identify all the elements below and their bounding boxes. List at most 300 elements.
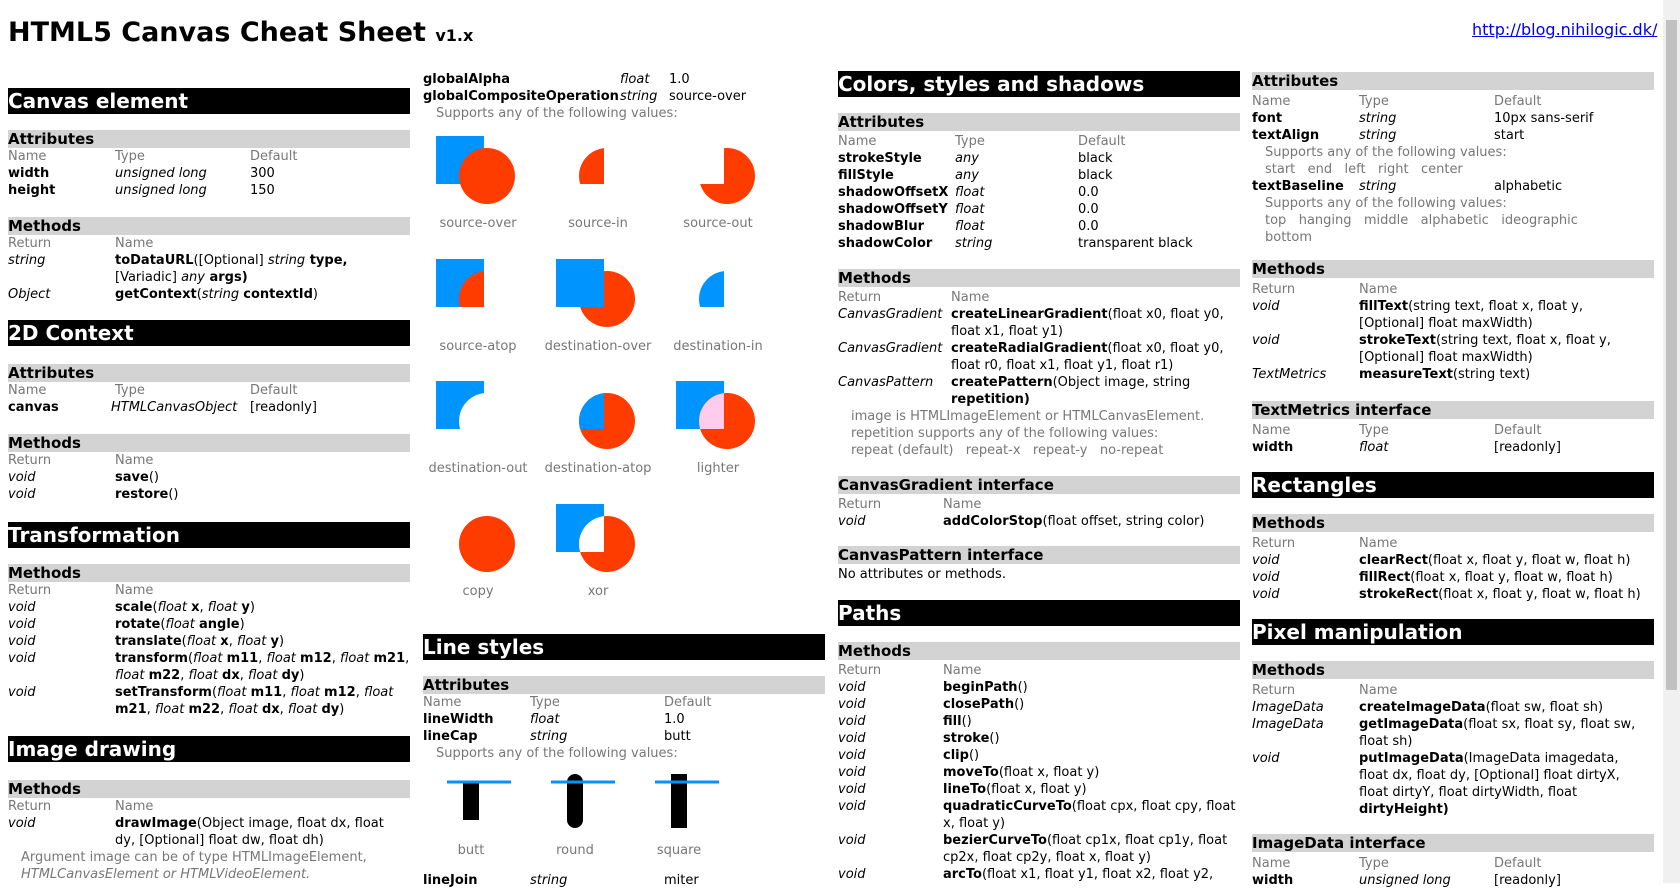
composite-supports-note: Supports any of the following values: [436, 106, 678, 121]
linecap-supports-note: Supports any of the following values: [436, 746, 678, 761]
method-name: scale [115, 600, 153, 615]
linecap-label: square [656, 843, 702, 858]
param-type: float [228, 702, 258, 717]
column-headers: Name Type Default [423, 695, 712, 710]
version-label: v1.x [435, 26, 474, 45]
method-name: rotate [115, 617, 161, 632]
subheader-methods: Methods [838, 269, 1240, 287]
column-headers: Return Name [838, 497, 982, 512]
method-row-cont: float r0, float x1, float y1, float r1) [951, 358, 1174, 373]
param-name: m22 [188, 702, 221, 717]
method-signature [1359, 552, 1630, 569]
method-name: setTransform [115, 685, 212, 700]
cell: fillStyle [838, 168, 894, 183]
composite-op-xor [543, 498, 653, 599]
param-name: m12 [324, 685, 356, 700]
red-circle [579, 516, 635, 572]
method-signature-cont: m21, float m22, float dx, float dy) [115, 702, 345, 717]
composite-op-destination-atop [543, 375, 653, 476]
composite-diagram-destination-atop [543, 375, 653, 465]
method-name: bezierCurveTo [943, 833, 1047, 848]
textbaseline-supports-note: Supports any of the following values: [1265, 196, 1507, 211]
method-row-cont: float dirtyY, float dirtyWidth, float [1359, 785, 1578, 800]
cell: void [838, 748, 866, 763]
cell: void [838, 833, 866, 848]
cell: shadowColor [838, 236, 933, 251]
method-signature [943, 730, 1000, 747]
method-args: () [1017, 680, 1028, 695]
method-name: translate [115, 634, 182, 649]
param-type: float [193, 651, 223, 666]
param-type: float [186, 634, 217, 649]
cell: 0.0 [1078, 185, 1099, 200]
method-row-cont: dirtyHeight) [1359, 802, 1449, 817]
attr-row: lineJoin string miter [423, 873, 699, 888]
pattern-note-2: repetition supports any of the following values: [851, 426, 1159, 441]
blue-square [556, 259, 604, 307]
method-name: arcTo [943, 867, 982, 882]
method-row: void putImageData(ImageData imagedata, [1252, 751, 1619, 766]
composite-diagram-destination-out [423, 375, 533, 465]
composite-op-label: xor [587, 584, 609, 599]
param-name: m12 [300, 651, 332, 666]
column-headers: Name Type Default [1252, 94, 1542, 109]
composite-op-destination-over [543, 253, 653, 354]
attr-row: font string 10px sans-serif [1252, 111, 1594, 126]
cell: void [838, 714, 866, 729]
method-row [838, 679, 1240, 696]
method-row-cont [838, 815, 1240, 832]
method-name: fill [943, 714, 962, 729]
method-row: string toDataURL([Optional] string type, [8, 253, 348, 268]
method-row: void restore() [8, 487, 179, 502]
subheader-canvaspattern: CanvasPattern interface [838, 546, 1240, 564]
pattern-note-3: repeat (default) repeat-x repeat-y no-repeat [851, 443, 1164, 458]
attr-row [838, 150, 1240, 167]
param-name: y [270, 634, 279, 649]
cell: any [955, 168, 979, 183]
method-name: moveTo [943, 765, 999, 780]
method-signature: setTransform(float m11, float m12, float [115, 685, 394, 700]
method-args: () [961, 714, 972, 729]
method-signature [943, 764, 1099, 781]
method-row: ImageData getImageData(float sx, float sy, float sw, [1252, 717, 1636, 732]
attr-row [838, 218, 1240, 235]
method-row [8, 684, 410, 701]
cell: void [838, 731, 866, 746]
cell: x, float y) [943, 816, 1006, 831]
method-name: clearRect [1359, 553, 1428, 568]
linecap-square [631, 770, 731, 858]
method-signature [943, 679, 1028, 696]
method-signature: transform(float m11, float m12, float m21, [115, 651, 410, 666]
subheader-imagedata: ImageData interface [1252, 834, 1654, 852]
linecap-diagram-square [631, 770, 731, 840]
method-args: (float x, float y) [986, 782, 1087, 797]
attr-row [838, 167, 1240, 184]
cell: void [8, 685, 36, 700]
composite-diagram-source-out [663, 130, 773, 220]
param-type: float [266, 651, 296, 666]
method-args: () [1014, 697, 1025, 712]
red-circle [459, 148, 515, 204]
composite-op-lighter [663, 375, 773, 476]
composite-diagram-destination-over [543, 253, 653, 343]
composite-op-source-over [423, 130, 533, 231]
method-args: (float x, float y, float w, float h) [1427, 553, 1631, 568]
method-row [8, 599, 410, 616]
method-row: void drawImage(Object image, float dx, float [8, 816, 384, 831]
cell: void [8, 600, 36, 615]
composite-op-label: destination-atop [544, 461, 652, 476]
section-transformation: Transformation [8, 522, 410, 548]
param-name: x [191, 600, 200, 615]
red-circle [459, 271, 515, 327]
blog-link[interactable]: http://blog.nihilogic.dk/ [1472, 20, 1658, 39]
param-name: dy [321, 702, 340, 717]
pattern-iface-text: No attributes or methods. [838, 567, 1006, 582]
cell: strokeStyle [838, 151, 922, 166]
method-name: stroke [943, 731, 990, 746]
blue-square [676, 259, 724, 307]
method-args: (float x, float y, float w, float h) [1438, 587, 1641, 602]
method-signature: translate(float x, float y) [115, 634, 285, 649]
method-signature [943, 713, 972, 730]
attr-row: lineWidth float 1.0 [423, 712, 685, 727]
param-type: float [287, 702, 318, 717]
subheader-methods: Methods [1252, 260, 1654, 278]
method-signature [943, 696, 1024, 713]
method-row-cont: float sh) [1359, 734, 1413, 749]
subheader-attributes: Attributes [8, 364, 410, 382]
cell: float [955, 219, 985, 234]
method-row-cont: repetition) [951, 392, 1030, 407]
section-canvas-element: Canvas element [8, 88, 410, 114]
section-pixel-manipulation: Pixel manipulation [1252, 619, 1654, 645]
subheader-methods: Methods [8, 780, 410, 798]
param-type: float [165, 617, 195, 632]
cell: void [8, 651, 36, 666]
param-type: float [217, 685, 247, 700]
subheader-methods: Methods [8, 434, 410, 452]
subheader-methods: Methods [8, 217, 410, 235]
cell: void [838, 867, 866, 882]
composite-op-label: destination-over [544, 339, 652, 354]
column-headers: Name Type Default [8, 383, 298, 398]
subheader-methods: Methods [838, 642, 1240, 660]
subheader-attributes: Attributes [423, 676, 825, 694]
attr-row [838, 235, 1240, 252]
method-row [1252, 552, 1654, 569]
method-row [838, 696, 1240, 713]
method-row: void addColorStop(float offset, string color) [838, 514, 1205, 529]
attr-row: globalCompositeOperation string source-over [423, 89, 747, 104]
cell: void [1252, 587, 1280, 602]
image-drawing-note-2: HTMLCanvasElement or HTMLVideoElement. [21, 867, 311, 882]
cell: void [838, 697, 866, 712]
attr-row: lineCap string butt [423, 729, 691, 744]
method-name: strokeRect [1359, 587, 1439, 602]
cell: float [955, 185, 985, 200]
method-row: void save() [8, 470, 159, 485]
cell: void [838, 765, 866, 780]
method-row: Object getContext(string contextId) [8, 287, 318, 302]
method-name: lineTo [943, 782, 987, 797]
textalign-values: start end left right center [1265, 162, 1463, 177]
composite-op-label: source-in [568, 216, 628, 231]
param-type: float [157, 600, 187, 615]
red-circle [579, 148, 635, 204]
composite-diagram-source-over [423, 130, 533, 220]
cell: 0.0 [1078, 202, 1099, 217]
composite-op-label: source-out [683, 216, 753, 231]
linecap-round [527, 770, 627, 858]
method-row [838, 713, 1240, 730]
attr-row: textBaseline string alphabetic [1252, 179, 1563, 194]
param-type: float [188, 668, 218, 683]
method-args: (float cp1x, float cp1y, float [1046, 833, 1228, 848]
param-type: float [248, 668, 278, 683]
composite-op-source-in [543, 130, 653, 231]
column-headers: Return Name [1252, 282, 1398, 297]
composite-op-label: source-atop [439, 339, 517, 354]
page-title [8, 17, 473, 48]
param-name: m21 [373, 651, 406, 666]
composite-op-copy [423, 498, 533, 599]
cell: void [1252, 570, 1280, 585]
composite-op-source-out [663, 130, 773, 231]
cell: void [838, 799, 866, 814]
attr-row [838, 184, 1240, 201]
method-row: TextMetrics measureText(string text) [1252, 367, 1531, 382]
subheader-methods: Methods [8, 564, 410, 582]
subheader-canvasgradient: CanvasGradient interface [838, 476, 1240, 494]
method-name: fillRect [1359, 570, 1411, 585]
column-headers: Name Type Default [838, 134, 1126, 149]
method-row-cont [8, 701, 410, 718]
method-name: beginPath [943, 680, 1018, 695]
param-name: m22 [148, 668, 181, 683]
pattern-note-1: image is HTMLImageElement or HTMLCanvasElement. [851, 409, 1205, 424]
column-headers: Name Type Default [8, 149, 298, 164]
method-args: (float x1, float y1, float x2, float y2, [981, 867, 1214, 882]
column-headers: Return Name [8, 453, 154, 468]
section-rectangles: Rectangles [1252, 472, 1654, 498]
cell: transparent black [1078, 236, 1193, 251]
method-row: ImageData createImageData(float sw, float sh) [1252, 700, 1604, 715]
method-row-cont [838, 849, 1240, 866]
section-image-drawing: Image drawing [8, 736, 410, 762]
cell: any [955, 151, 979, 166]
param-name: dx [261, 702, 280, 717]
method-row-cont: dy, [Optional] float dw, float dh) [115, 833, 324, 848]
method-row [1252, 586, 1654, 603]
blue-square [556, 381, 604, 429]
cell: shadowOffsetX [838, 185, 949, 200]
method-name: quadraticCurveTo [943, 799, 1072, 814]
method-row [838, 866, 1240, 883]
method-row-cont: [Variadic] any args) [115, 270, 248, 285]
composite-diagram-source-in [543, 130, 653, 220]
method-row [1252, 569, 1654, 586]
textbaseline-values-2: bottom [1265, 230, 1313, 245]
method-row [838, 730, 1240, 747]
param-type: float [154, 702, 185, 717]
subheader-methods: Methods [1252, 661, 1654, 679]
vertical-scrollbar[interactable] [1663, 0, 1680, 883]
composite-op-destination-out [423, 375, 533, 476]
method-row: CanvasGradient createRadialGradient(float x0, float y0, [838, 341, 1224, 356]
subheader-attributes: Attributes [8, 130, 410, 148]
composite-op-destination-in [663, 253, 773, 354]
method-signature [943, 866, 1213, 883]
method-signature [1359, 586, 1641, 603]
method-name: closePath [943, 697, 1015, 712]
param-type: float [290, 685, 320, 700]
param-name: m21 [115, 702, 147, 717]
method-args: (float x, float y) [998, 765, 1100, 780]
method-row [838, 781, 1240, 798]
column-headers: Name Type Default [1252, 423, 1542, 438]
method-signature: scale(float x, float y) [115, 600, 255, 615]
blue-square [436, 381, 484, 429]
cell: 0.0 [1078, 219, 1099, 234]
linecap-label: round [556, 843, 594, 858]
image-drawing-note: Argument image can be of type HTMLImageElement, [21, 850, 367, 865]
method-row-cont: float x1, float y1) [951, 324, 1063, 339]
cell: shadowBlur [838, 219, 925, 234]
method-row: void fillText(string text, float x, float y, [1252, 299, 1584, 314]
cell: void [8, 634, 36, 649]
method-name: transform [115, 651, 188, 666]
method-row [8, 633, 410, 650]
param-name: dy [281, 668, 300, 683]
param-name: dx [222, 668, 240, 683]
scrollbar-thumb[interactable] [1666, 20, 1677, 690]
method-args: () [968, 748, 980, 763]
param-type: float [363, 685, 394, 700]
column-headers: Return Name [8, 236, 154, 251]
method-row [8, 616, 410, 633]
method-signature [943, 781, 1087, 798]
param-name: y [241, 600, 250, 615]
param-name: x [220, 634, 229, 649]
textbaseline-values: top hanging middle alphabetic ideographic [1265, 213, 1578, 228]
linecap-diagram-round [527, 770, 627, 840]
composite-diagram-copy [423, 498, 533, 588]
attr-row: width float [readonly] [1252, 440, 1561, 455]
attr-row: textAlign string start [1252, 128, 1525, 143]
method-row [838, 764, 1240, 781]
method-row-cont: [Optional] float maxWidth) [1359, 316, 1533, 331]
method-row: void strokeText(string text, float x, float y, [1252, 333, 1611, 348]
subheader-textmetrics: TextMetrics interface [1252, 401, 1654, 419]
column-headers: Return Name [838, 663, 982, 678]
attr-row: width unsigned long [readonly] [1252, 873, 1561, 888]
column-headers: Name Type Default [1252, 856, 1542, 871]
column-headers: Return Name [8, 799, 154, 814]
composite-op-label: copy [462, 584, 494, 599]
attr-row [838, 201, 1240, 218]
method-signature [1359, 569, 1613, 586]
cell: black [1078, 168, 1113, 183]
method-row-cont: [Optional] float maxWidth) [1359, 350, 1533, 365]
section-2d-context: 2D Context [8, 320, 410, 346]
cell: shadowOffsetY [838, 202, 948, 217]
method-row [838, 747, 1240, 764]
method-row [8, 650, 410, 667]
linecap-label: butt [457, 843, 485, 858]
method-signature-cont: float m22, float dx, float dy) [115, 668, 305, 683]
linecap-diagram-butt [423, 770, 523, 840]
subheader-attributes: Attributes [838, 113, 1240, 131]
method-signature [943, 747, 979, 764]
composite-op-source-atop [423, 253, 533, 354]
cell: void [1252, 553, 1280, 568]
column-headers: Return Name [1252, 683, 1398, 698]
method-row-cont: float dx, float dy, [Optional] float dirtyX, [1359, 768, 1620, 783]
method-row [838, 798, 1240, 815]
method-args: (float x, float y, float w, float h) [1410, 570, 1613, 585]
method-row: CanvasGradient createLinearGradient(float x0, float y0, [838, 307, 1224, 322]
subheader-attributes: Attributes [1252, 72, 1654, 90]
param-type: float [339, 651, 370, 666]
composite-op-label: source-over [439, 216, 517, 231]
cell: void [838, 782, 866, 797]
attr-row: width unsigned long 300 [8, 166, 275, 181]
attr-row: canvas HTMLCanvasObject [readonly] [8, 400, 317, 415]
cell: void [838, 680, 866, 695]
param-name: m11 [226, 651, 259, 666]
composite-diagram-source-atop [423, 253, 533, 343]
red-circle [459, 516, 515, 572]
method-name: clip [943, 748, 969, 763]
param-type: float [115, 668, 145, 683]
title-text: HTML5 Canvas Cheat Sheet [8, 17, 426, 48]
param-name: angle [199, 617, 240, 632]
cell: float [955, 202, 985, 217]
composite-op-label: destination-in [673, 339, 763, 354]
textalign-supports-note: Supports any of the following values: [1265, 145, 1507, 160]
column-headers: Return Name [1252, 536, 1398, 551]
red-circle [699, 148, 755, 204]
method-signature [943, 798, 1235, 815]
method-args: (float cpx, float cpy, float [1071, 799, 1236, 814]
composite-diagram-lighter [663, 375, 773, 465]
method-row-cont [8, 667, 410, 684]
cell: void [8, 617, 36, 632]
linecap-butt [423, 770, 523, 858]
section-paths: Paths [838, 600, 1240, 626]
cell: string [955, 236, 993, 251]
section-line-styles: Line styles [423, 634, 825, 660]
cell: cp2x, float cp2y, float x, float y) [943, 850, 1151, 865]
column-headers: Return Name [8, 583, 154, 598]
subheader-methods: Methods [1252, 514, 1654, 532]
section-colors-styles: Colors, styles and shadows [838, 71, 1240, 97]
param-type: float [236, 634, 267, 649]
method-args: () [989, 731, 1000, 746]
cell: black [1078, 151, 1113, 166]
composite-op-label: lighter [696, 461, 740, 476]
param-name: m11 [250, 685, 283, 700]
method-row: CanvasPattern createPattern(Object image, string [838, 375, 1191, 390]
method-signature [943, 832, 1227, 849]
attr-row: globalAlpha float 1.0 [423, 72, 690, 87]
composite-diagram-destination-in [663, 253, 773, 343]
column-headers: Return Name [838, 290, 990, 305]
composite-diagram-xor [543, 498, 653, 588]
